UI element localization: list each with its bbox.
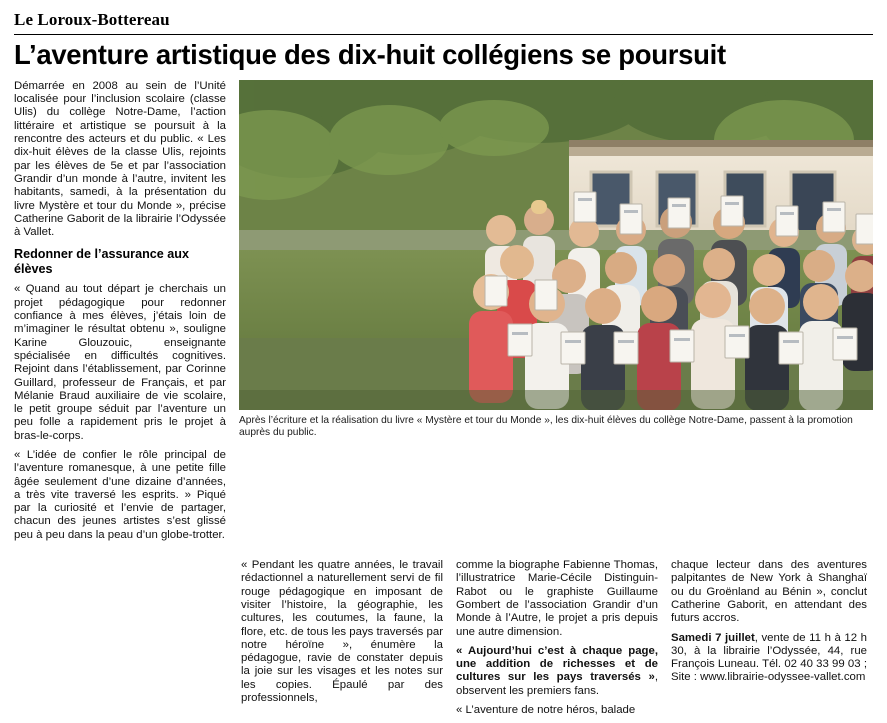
event-details: , vente de 11 h à 12 h 30, à la librairie l’Odyssée, 44, rue François Luneau. Tél. 02 40 33 99 03 ; Site : www.librairie-odyssee-vallet.com	[671, 631, 867, 684]
left-paragraph-2: « Quand au tout départ je cherchais un projet pédagogique pour redonner confiance à mes élèves, j’étais loin de m’imaginer le résultat obtenu », souligne Karine Glouzouic, enseignante spécialisée en difficultés cognitives. Rejoint dans l’établissement, par Corinne Guillard, professeur de Français, et par Mélanie Braud auxiliaire de vie scolaire, le petit groupe séduit par l’aventure un peu folle a rapidement pris le projet à bras-le-corps.	[14, 283, 226, 442]
column-1	[241, 559, 443, 723]
col2-paragraph-2-bold: « Aujourd’hui c’est à chaque page, une addition de richesses et de cultures sur les pays traversés »	[456, 644, 658, 684]
page-title: L’aventure artistique des dix-huit collégiens se poursuit	[14, 39, 726, 70]
column-3	[671, 559, 867, 723]
event-date: Samedi 7 juillet	[671, 631, 755, 644]
photo-caption: Après l’écriture et la réalisation du livre « Mystère et tour du Monde », les dix-huit élèves du collège Notre-Dame, passent à la promotion auprès du public.	[239, 414, 853, 438]
lower-columns	[14, 559, 877, 723]
col2-paragraph-2-rest: , observent les premiers fans.	[456, 671, 658, 697]
photo-block	[239, 80, 873, 439]
col2-paragraph-2	[456, 645, 658, 698]
col3-paragraph-2	[671, 632, 867, 685]
upper-section	[14, 80, 877, 548]
header-divider	[14, 34, 873, 35]
col2-paragraph-1: comme la biographe Fabienne Thomas, l’illustratrice Marie-Cécile Distinguin-Rabot ou le graphiste Guillaume Gombert de l’association Grandir d’un Monde à l’Autre, le projet a pris depuis une autre dimension.	[456, 559, 658, 638]
subheading: Redonner de l’assurance aux élèves	[14, 247, 189, 276]
col3-paragraph-1: chaque lecteur dans des aventures palpitantes de New York à Shanghaï ou du Groënland au Bénin », conclut Catherine Gaborit, en attendant des futurs accros.	[671, 559, 867, 625]
article-photo	[239, 80, 873, 410]
section-kicker: Le Loroux-Bottereau	[14, 10, 170, 29]
col2-paragraph-3: « L’aventure de notre héros, balade	[456, 704, 636, 717]
col1-paragraph-1: « Pendant les quatre années, le travail rédactionnel a naturellement servi de fil rouge pédagogique en imposant de visiter l’histoire, la géographie, les cultures, les coutumes, la faune, la flore, etc. de tous les pays traversés par notre héroïne », énumère la pédagogue, ravie de constater depuis la joie sur les visages et les notes sur les copies. Épaulé par des professionnels,	[241, 559, 443, 705]
left-paragraph-3: « L’idée de confier le rôle principal de l’aventure romanesque, à une petite fille âgée seulement d’une dizaine d’années, a très vite traversé les esprits. » Piqué par la curiosité et l’envie de partager, chacun des jeunes artistes s’est glissé peu à peu dans la peau d’un globe-trotter.	[14, 449, 226, 541]
column-2	[456, 559, 658, 723]
lead-paragraph: Démarrée en 2008 au sein de l’Unité localisée pour l’inclusion scolaire (classe Ulis) du collège Notre-Dame, l’action littéraire et artistique se poursuit à la rencontre des acteurs et du public. « Les dix-huit élèves de la classe Ulis, rejoints par les élèves de 5e et par l’association Grandir d’un monde à l’autre, invitent les habitants, samedi, à la présentation du livre Mystère et tour du Monde », précise Catherine Gaborit de la librairie l’Odyssée à Vallet.	[14, 79, 226, 239]
column-left	[14, 80, 226, 548]
